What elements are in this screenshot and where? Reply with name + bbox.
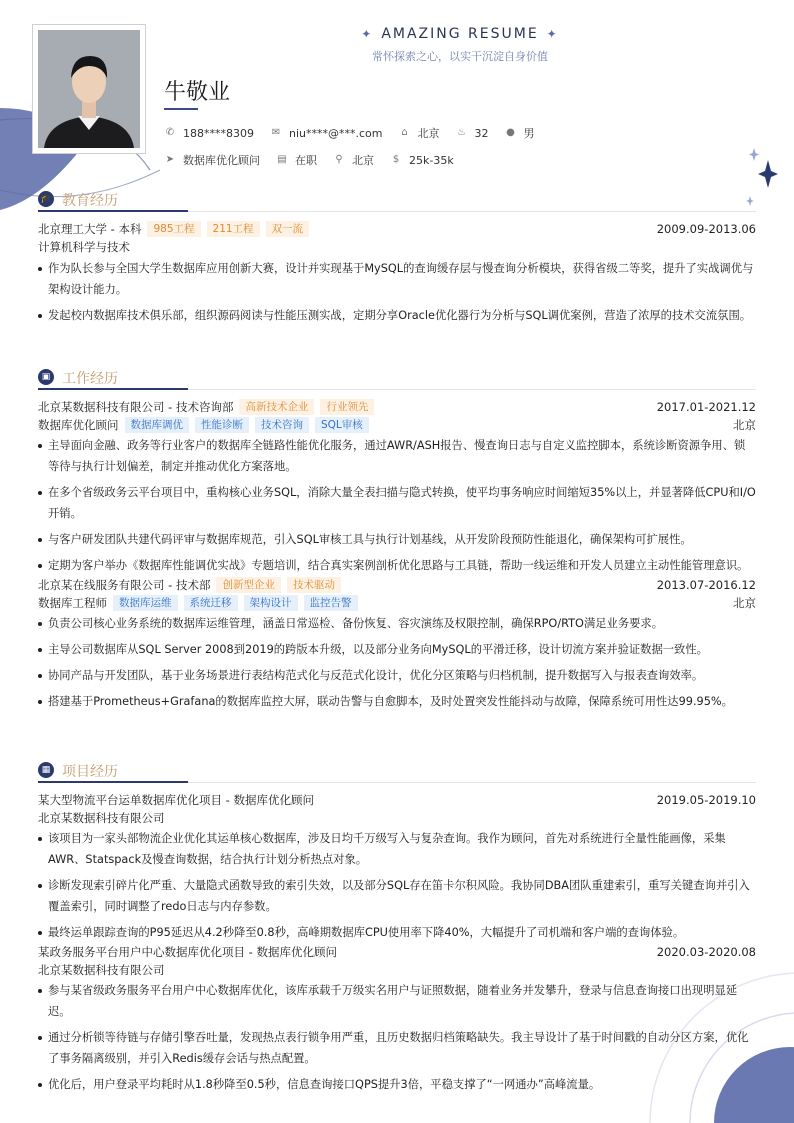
gender-info: [505, 125, 535, 141]
section-title: 工作经历: [62, 371, 118, 387]
section-title: 教育经历: [62, 193, 118, 209]
work-section: [38, 367, 756, 717]
list-item: 通过分析锁等待链与存储引擎吞吐量，发现热点表行锁争用严重，且历史数据归档策略缺失。我主导设计了基于时间戳的自动分区方案，优化了事务隔离级别，并引入Redis缓存会话与热点配置。: [38, 1027, 756, 1069]
skill-tag: 架构设计: [244, 595, 298, 611]
salary-info: [390, 154, 454, 167]
star-icon: ✦: [361, 27, 374, 41]
candidate-name: 牛敬业: [164, 80, 231, 105]
gender-value: 男: [523, 127, 535, 140]
skill-tag: 数据库运维: [113, 595, 178, 611]
project-header-row: [38, 943, 756, 961]
section-title: 项目经历: [62, 764, 118, 780]
age-value: 32: [474, 126, 489, 140]
job-header-row: [38, 576, 756, 594]
phone-value: 188****8309: [183, 126, 254, 140]
money-icon: $: [392, 154, 400, 165]
job-intent-row: [164, 152, 470, 168]
school-tag: 双一流: [266, 221, 310, 237]
project-name: 某大型物流平台运单数据库优化项目 - 数据库优化顾问: [38, 793, 314, 807]
list-item: 主导公司数据库从SQL Server 2008到2019的跨版本升级，以及部分业务向MySQL的平滑迁移，设计切流方案并验证数据一致性。: [38, 639, 756, 660]
status-info: [276, 152, 317, 168]
salary-value: 25k-35k: [409, 153, 454, 167]
job-location: 北京: [733, 596, 756, 610]
list-item: 发起校内数据库技术俱乐部，组织源码阅读与性能压测实战，定期分享Oracle优化器行为分析与SQL调优案例，营造了浓厚的技术交流氛围。: [38, 305, 756, 326]
project-period: 2019.05-2019.10: [656, 793, 756, 807]
company-name: 北京某在线服务有限公司 - 技术部: [38, 578, 211, 592]
phone-icon: ✆: [165, 127, 175, 138]
cake-icon: ♨: [457, 127, 466, 138]
list-item: 搭建基于Prometheus+Grafana的数据库监控大屏，联动告警与自愈脚本，及时处置突发性能抖动与故障，保障系统可用性达99.95%。: [38, 691, 756, 712]
divider-accent: [38, 210, 188, 212]
list-item: 作为队长参与全国大学生数据库应用创新大赛，设计并实现基于MySQL的查询缓存层与慢查询分析模块，获得省级二等奖，提升了实战调优与架构设计能力。: [38, 258, 756, 300]
home-icon: ⌂: [401, 127, 408, 138]
list-item: 诊断发现索引碎片化严重、大量隐式函数导致的索引失效，以及部分SQL存在笛卡尔积风险。我协同DBA团队重建索引，重写关键查询并引入覆盖索引，同时调整了redo日志与内存参数。: [38, 875, 756, 917]
banner-title: AMAZING RESUME: [381, 26, 539, 42]
education-bullets: [38, 258, 756, 326]
target-position-info: [164, 152, 260, 168]
job-header-row: [38, 398, 756, 416]
profile-photo: [38, 30, 140, 148]
briefcase-icon: ▣: [38, 369, 54, 385]
project-bullets: [38, 980, 756, 1095]
education-period: 2009.09-2013.06: [656, 222, 756, 236]
project-company: 北京某数据科技有限公司: [38, 811, 165, 825]
status-value: 在职: [295, 154, 317, 167]
list-item: 与客户研发团队共建代码评审与数据库规范，引入SQL审核工具与执行计划基线，从开发阶段预防性能退化，确保架构可扩展性。: [38, 529, 756, 550]
school-tag: 211工程: [207, 221, 260, 237]
skill-tag: 数据库调优: [125, 417, 190, 433]
star-icon: ✦: [546, 27, 559, 41]
email-info: [270, 127, 383, 140]
list-item: 主导面向金融、政务等行业客户的数据库全链路性能优化服务，通过AWR/ASH报告、慢查询日志与自定义监控脚本，系统诊断资源争用、锁等待与执行计划偏差，制定并推动优化方案落地。: [38, 435, 756, 477]
school-name: 北京理工大学 - 本科: [38, 222, 142, 236]
city-info: [399, 125, 440, 141]
briefcase-icon: ▤: [277, 154, 287, 165]
project-bullets: [38, 828, 756, 943]
contact-info-row: [164, 125, 551, 141]
skill-tag: SQL审核: [315, 417, 369, 433]
job-bullets: [38, 435, 756, 576]
list-item: 最终运单跟踪查询的P95延迟从4.2秒降至0.8秒，高峰期数据库CPU使用率下降40%，大幅提升了司机端和客户端的查询体验。: [38, 922, 756, 943]
project-header-row: [38, 791, 756, 809]
target-position-value: 数据库优化顾问: [183, 154, 260, 167]
education-section: [38, 189, 756, 331]
skill-tag: 系统迁移: [184, 595, 238, 611]
mail-icon: ✉: [271, 127, 281, 138]
skill-tag: 技术咨询: [255, 417, 309, 433]
profile-photo-frame: [32, 24, 146, 154]
project-name: 某政务服务平台用户中心数据库优化项目 - 数据库优化顾问: [38, 945, 337, 959]
list-item: 优化后，用户登录平均耗时从1.8秒降至0.5秒，信息查询接口QPS提升3倍，平稳支撑了“一网通办”高峰流量。: [38, 1074, 756, 1095]
project-company-row: [38, 961, 756, 979]
company-tag: 创新型企业: [216, 577, 281, 593]
age-info: [456, 127, 489, 140]
grid-icon: ▦: [38, 762, 54, 778]
target-city-value: 北京: [352, 154, 374, 167]
job-role-row: [38, 416, 756, 434]
company-tag: 行业领先: [320, 399, 374, 415]
divider-accent: [38, 781, 188, 783]
send-icon: ➤: [165, 154, 175, 165]
project-company: 北京某数据科技有限公司: [38, 963, 165, 977]
email-value: niu****@***.com: [289, 126, 383, 140]
job-role: 数据库工程师: [38, 596, 107, 610]
list-item: 负责公司核心业务系统的数据库运维管理，涵盖日常巡检、备份恢复、容灾演练及权限控制，确保RPO/RTO满足业务要求。: [38, 613, 756, 634]
list-item: 参与某省级政务服务平台用户中心数据库优化，该库承载千万级实名用户与证照数据，随着业务并发攀升，登录与信息查询接口出现明显延迟。: [38, 980, 756, 1022]
skill-tag: 监控告警: [304, 595, 358, 611]
projects-section: [38, 760, 756, 1100]
job-role: 数据库优化顾问: [38, 418, 119, 432]
major: 计算机科学与技术: [38, 240, 130, 254]
school-tag: 985工程: [147, 221, 200, 237]
company-tag: 技术驱动: [287, 577, 341, 593]
banner-subtitle: 常怀探索之心，以实干沉淀自身价值: [372, 50, 548, 63]
job-bullets: [38, 613, 756, 712]
company-tag: 高新技术企业: [239, 399, 314, 415]
divider-accent: [38, 388, 188, 390]
project-period: 2020.03-2020.08: [656, 945, 756, 959]
company-name: 北京某数据科技有限公司 - 技术咨询部: [38, 400, 234, 414]
job-location: 北京: [733, 418, 756, 432]
list-item: 协同产品与开发团队，基于业务场景进行表结构范式化与反范式化设计，优化分区策略与归档机制，提升数据写入与报表查询效率。: [38, 665, 756, 686]
list-item: 定期为客户举办《数据库性能调优实战》专题培训，结合真实案例剖析优化思路与工具链，帮助一线运维和开发人员建立主动性能管理意识。: [38, 555, 756, 576]
list-item: 该项目为一家头部物流企业优化其运单核心数据库，涉及日均千万级写入与复杂查询。我作为顾问，首先对系统进行全量性能画像，采集AWR、Statspack及慢查询数据，结合执行计划分析热点对象。: [38, 828, 756, 870]
graduation-cap-icon: 🎓: [38, 191, 54, 207]
job-period: 2017.01-2021.12: [656, 400, 756, 414]
name-underline: [164, 108, 198, 110]
list-item: 在多个省级政务云平台项目中，重构核心业务SQL，消除大量全表扫描与隐式转换，使平均事务响应时间缩短35%以上，并显著降低CPU和I/O开销。: [38, 482, 756, 524]
job-period: 2013.07-2016.12: [656, 578, 756, 592]
resume-banner: [160, 26, 760, 64]
major-row: [38, 238, 756, 256]
phone-info: [164, 127, 254, 140]
project-company-row: [38, 809, 756, 827]
person-icon: ●: [506, 127, 515, 138]
education-header-row: [38, 220, 756, 238]
location-pin-icon: ⚲: [335, 154, 343, 165]
job-role-row: [38, 594, 756, 612]
city-value: 北京: [417, 127, 440, 140]
target-city-info: [333, 152, 374, 168]
skill-tag: 性能诊断: [195, 417, 249, 433]
